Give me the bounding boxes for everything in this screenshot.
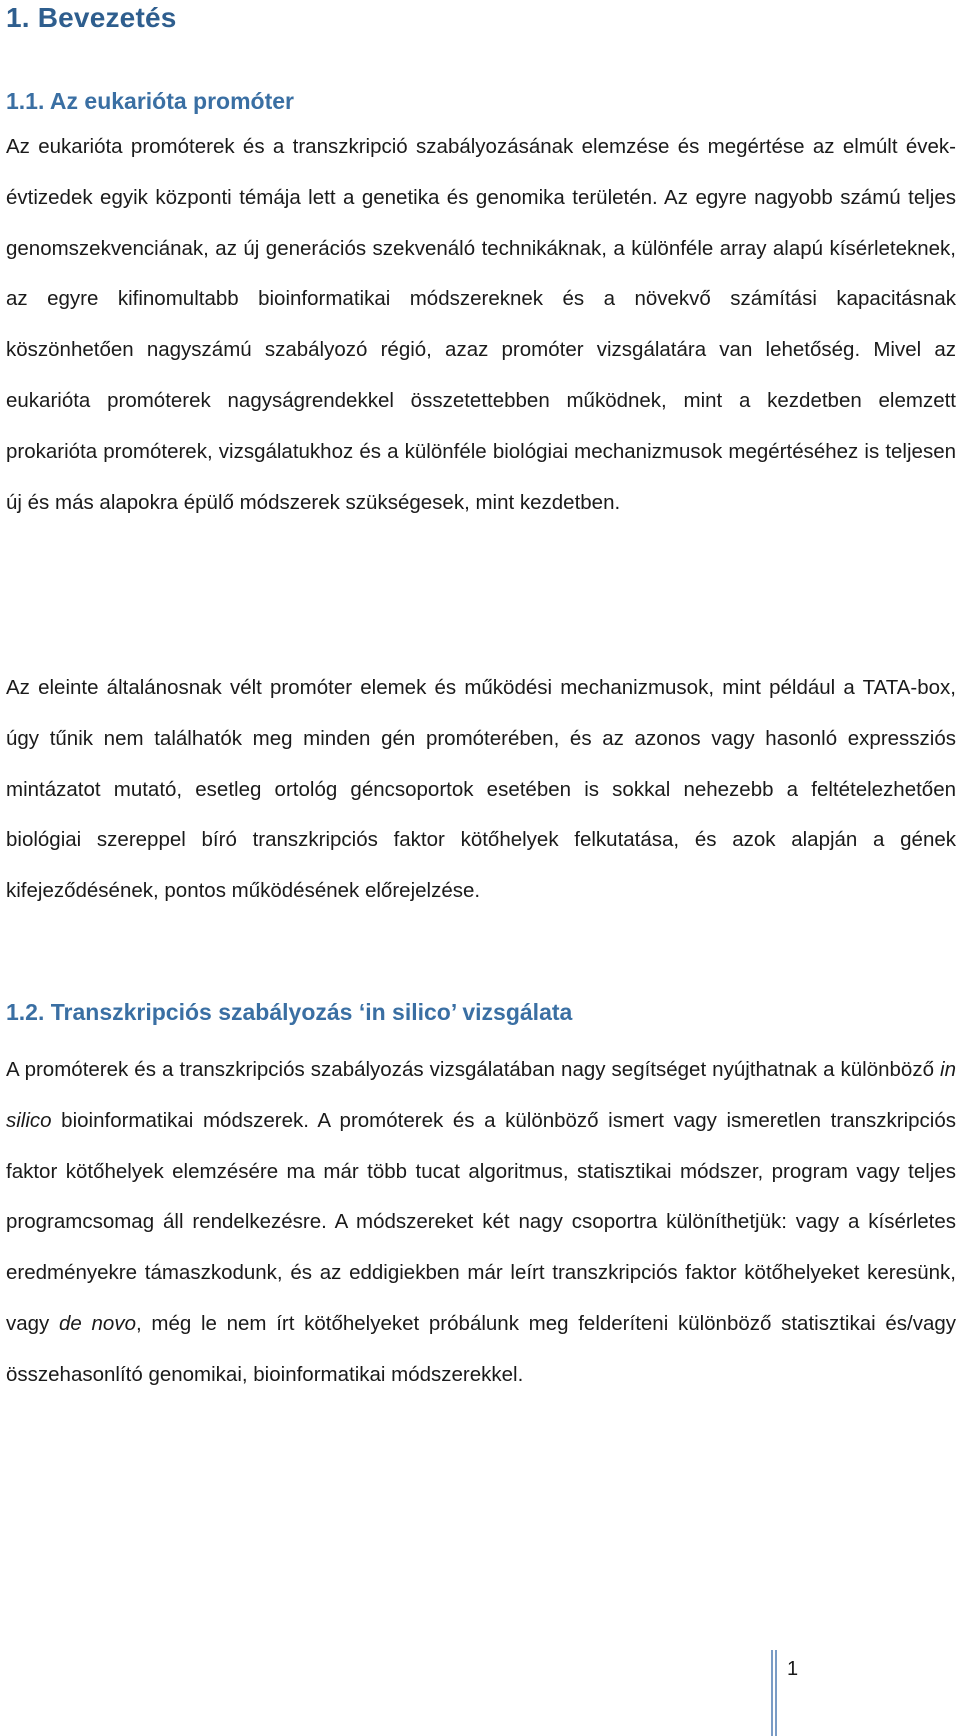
paragraph-1-1-a: Az eukarióta promóterek és a transzkripció szabályozásának elemzése és megértése az elmúlt évek-évtizedek egyik központi témája lett a genetika és genomika területén. Az egyre nagyobb számú teljes genomszekvenciának, az új generációs szekvenáló technikáknak, a különféle array alapú kísérleteknek, az egyre kifinomultabb bioinformatikai módszereknek és a növekvő számítási kapacitásnak köszönhetően nagyszámú szabályozó régió, azaz promóter vizsgálatára van lehetőség. Mivel az eukarióta promóterek nagyságrendekkel összetettebben működnek, mint a kezdetben elemzett prokarióta promóterek, vizsgálatukhoz és a különféle biológiai mechanizmusok megértéséhez is teljesen új és más alapokra épülő módszerek szükségesek, mint kezdetben.: [6, 135, 956, 514]
paragraph-1-2: [6, 1045, 956, 1401]
section-heading-1-1: 1.1. Az eukarióta promóter: [6, 88, 295, 114]
section-heading-1-2: 1.2. Transzkripciós szabályozás ‘in silico’ vizsgálata: [6, 999, 573, 1025]
italic-term: in silico: [6, 1058, 956, 1132]
paragraph-1-1-b: Az eleinte általánosnak vélt promóter elemek és működési mechanizmusok, mint például a TATA-box, úgy tűnik nem találhatók meg minden gén promóterében, és az azonos vagy hasonló expressziós mintázatot mutató, esetleg ortológ géncsoportok esetében is sokkal nehezebb a feltételezhetően biológiai szereppel bíró transzkripciós faktor kötőhelyek felkutatása, és azok alapján a gének kifejeződésének, pontos működésének előrejelzése.: [6, 676, 956, 903]
chapter-title: 1. Bevezetés: [6, 2, 177, 33]
footer-rule: [771, 1650, 777, 1736]
italic-term: de novo: [59, 1311, 136, 1335]
paragraph-text: A promóterek és a transzkripciós szabályozás vizsgálatában nagy segítséget nyújthatnak a különböző: [6, 1058, 941, 1081]
page-number: 1: [787, 1658, 799, 1680]
paragraph-text: bioinformatikai módszerek. A promóterek és a különböző ismert vagy ismeretlen transzkripciós faktor kötőhelyek elemzésére ma már több tucat algoritmus, statisztikai módszer, program vagy teljes programcsomag áll rendelkezésre. A módszereket két nagy csoportra különíthetjük: vagy a kísérletes eredményekre támaszkodunk, és az eddigiekben már leírt transzkripciós faktor kötőhelyeket keresünk, vagy: [6, 1108, 956, 1335]
paragraph-text: , még le nem írt kötőhelyeket próbálunk meg felderíteni különböző statisztikai és/vagy összehasonlító genomikai, bioinformatikai módszerekkel.: [6, 1311, 957, 1386]
